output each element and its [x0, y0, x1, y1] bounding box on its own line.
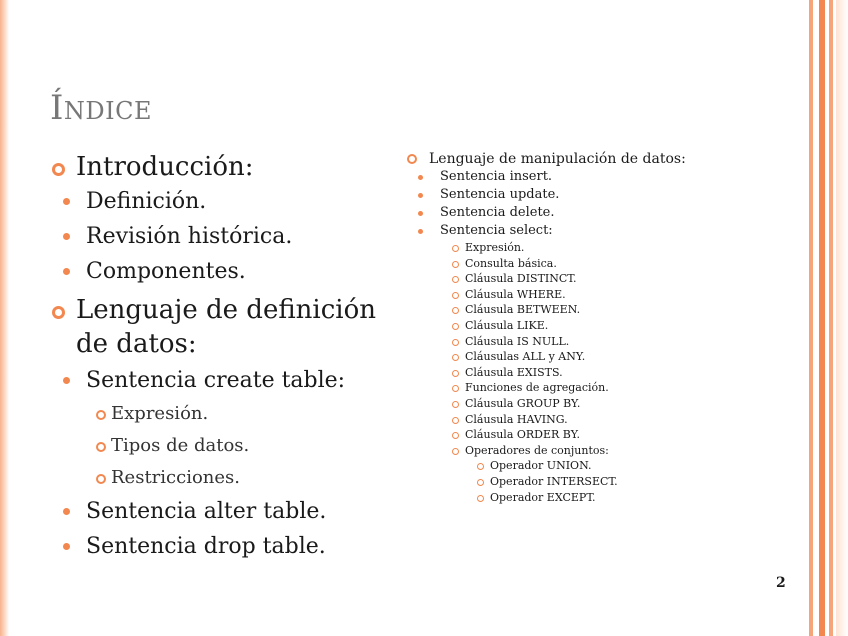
list-item-label: Sentencia create table:	[86, 368, 346, 393]
ring-bullet-icon	[477, 495, 484, 502]
list-item-label: Cláusula HAVING.	[465, 412, 568, 426]
dot-bullet-icon	[63, 543, 70, 550]
list-item	[381, 186, 735, 204]
list-item	[381, 256, 735, 272]
list-item-label: Sentencia update.	[440, 187, 560, 202]
list-item-label: Expresión.	[465, 241, 525, 254]
dot-bullet-icon	[418, 229, 423, 234]
list-item	[24, 494, 385, 529]
list-item	[381, 271, 735, 287]
dot-bullet-icon	[418, 211, 423, 216]
list-item-label: Sentencia insert.	[440, 169, 553, 184]
ring-bullet-icon	[452, 276, 459, 283]
list-item-label: Sentencia select:	[440, 223, 553, 238]
list-item-label: Funciones de agregación.	[465, 381, 609, 395]
ring-bullet-icon	[452, 370, 459, 377]
list-item-label: Cláusula GROUP BY.	[465, 396, 581, 410]
list-item	[381, 334, 735, 350]
dot-bullet-icon	[63, 508, 70, 515]
right-border-fade	[836, 0, 848, 636]
left-bullet-list	[50, 150, 385, 564]
list-item-introduccion	[50, 150, 385, 184]
ring-bullet-icon	[452, 448, 459, 455]
list-item-label: Cláusula IS NULL.	[465, 334, 570, 348]
list-item	[381, 458, 735, 474]
dot-bullet-icon	[63, 268, 70, 275]
ring-bullet-icon	[452, 401, 459, 408]
list-item-label: Cláusula BETWEEN.	[465, 303, 581, 317]
list-item-label: Operador EXCEPT.	[490, 490, 596, 504]
list-item	[381, 240, 735, 256]
ring-bullet-icon	[452, 385, 459, 392]
list-item	[24, 219, 385, 254]
list-item-label: Cláusulas ALL y ANY.	[465, 350, 586, 364]
list-item-label: Definición.	[86, 189, 207, 214]
list-item-label: Consulta básica.	[465, 256, 557, 270]
list-item-label: Sentencia alter table.	[86, 499, 327, 524]
list-item	[24, 529, 385, 564]
ring-bullet-icon	[452, 432, 459, 439]
list-item-label: Sentencia delete.	[440, 205, 555, 220]
right-border-line-3	[829, 0, 833, 636]
list-item	[24, 363, 385, 398]
list-item-label: Operador UNION.	[490, 459, 592, 473]
list-item	[381, 427, 735, 443]
list-item	[381, 287, 735, 303]
ring-bullet-icon	[477, 479, 484, 486]
left-border-stripe	[0, 0, 9, 636]
ring-bullet-icon	[477, 463, 484, 470]
ring-bullet-icon	[96, 474, 106, 484]
list-item	[381, 318, 735, 334]
list-item-label: Sentencia drop table.	[86, 534, 326, 559]
list-item-label: Componentes.	[86, 259, 246, 284]
dot-bullet-icon	[418, 175, 423, 180]
list-item-label: Cláusula WHERE.	[465, 287, 566, 301]
right-border-line-2	[819, 0, 825, 636]
ring-bullet-icon	[452, 245, 459, 252]
ring-bullet-icon	[52, 163, 65, 176]
ring-bullet-icon	[452, 323, 459, 330]
ring-bullet-icon	[452, 339, 459, 346]
list-item	[24, 254, 385, 289]
right-bullet-list	[405, 150, 735, 506]
list-item-label: Restricciones.	[111, 467, 240, 488]
list-item	[381, 365, 735, 381]
list-item-label: Expresión.	[111, 403, 209, 424]
ring-bullet-icon	[452, 307, 459, 314]
list-item-label: Cláusula ORDER BY.	[465, 428, 581, 442]
ring-bullet-icon	[452, 354, 459, 361]
list-item-label: Cláusula DISTINCT.	[465, 272, 577, 286]
list-item	[381, 222, 735, 240]
list-item-label: Operador INTERSECT.	[490, 475, 618, 489]
list-item-label: Lenguaje de definición de datos:	[76, 295, 377, 359]
right-border-line-1	[809, 0, 813, 636]
list-item	[381, 443, 735, 459]
list-item-label: Revisión histórica.	[86, 224, 293, 249]
list-item	[381, 302, 735, 318]
dot-bullet-icon	[63, 233, 70, 240]
ring-bullet-icon	[407, 154, 417, 164]
list-item-label: Operadores de conjuntos:	[465, 443, 609, 457]
list-item	[381, 168, 735, 186]
list-item	[381, 412, 735, 428]
ring-bullet-icon	[452, 292, 459, 299]
ring-bullet-icon	[52, 306, 65, 319]
ring-bullet-icon	[96, 410, 106, 420]
list-item-ddl	[50, 293, 385, 361]
slide-title: Índice	[50, 88, 153, 128]
list-item-label: Lenguaje de manipulación de datos:	[429, 151, 686, 167]
list-item	[381, 349, 735, 365]
list-item	[381, 380, 735, 396]
list-item	[24, 184, 385, 219]
page-number: 2	[776, 575, 786, 591]
ring-bullet-icon	[452, 417, 459, 424]
ring-bullet-icon	[452, 261, 459, 268]
list-item	[24, 430, 385, 462]
list-item-label: Cláusula LIKE.	[465, 318, 549, 332]
list-item-label: Tipos de datos.	[111, 435, 250, 456]
list-item	[381, 490, 735, 506]
ring-bullet-icon	[96, 442, 106, 452]
list-item	[24, 398, 385, 430]
list-item	[381, 396, 735, 412]
list-item-label: Cláusula EXISTS.	[465, 365, 563, 379]
list-item	[24, 462, 385, 494]
list-item	[381, 204, 735, 222]
list-item-label: Introducción:	[76, 152, 254, 182]
list-item	[381, 474, 735, 490]
dot-bullet-icon	[63, 198, 70, 205]
dot-bullet-icon	[63, 377, 70, 384]
dot-bullet-icon	[418, 193, 423, 198]
list-item-dml	[405, 150, 735, 168]
